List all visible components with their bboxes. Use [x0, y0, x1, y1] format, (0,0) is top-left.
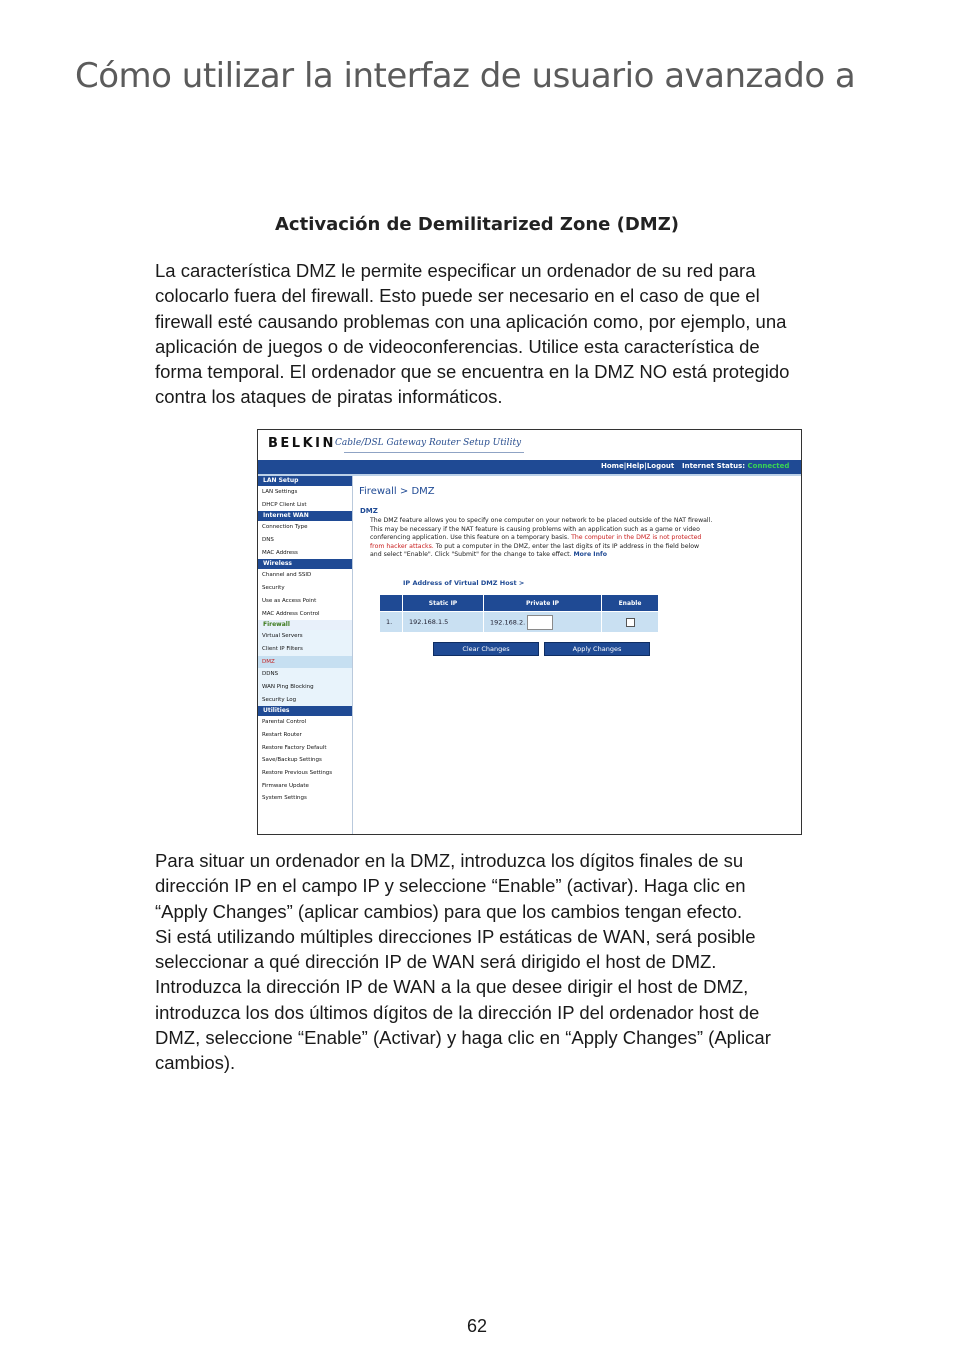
- sidebar-item-connection-type[interactable]: Connection Type: [258, 521, 352, 534]
- sidebar-item-client-ip-filters[interactable]: Client IP Filters: [258, 643, 352, 656]
- table-header: Static IP: [403, 595, 484, 612]
- enable-checkbox[interactable]: [626, 618, 635, 627]
- sidebar-item-mac-control[interactable]: MAC Address Control: [258, 608, 352, 621]
- desc-line: The DMZ feature allows you to specify one computer on your network to be placed outside of the NAT firewall.: [370, 517, 713, 524]
- desc-text: To put a computer in the DMZ, enter the last digits of its IP address in the field below: [435, 542, 700, 550]
- paragraph-line: Para situar un ordenador en la DMZ, introduzca los dígitos finales de su: [155, 850, 744, 871]
- desc-line: This may be necessary if the NAT feature is causing problems with an application such as a game or video: [370, 525, 700, 533]
- sidebar-item-restore-factory[interactable]: Restore Factory Default: [258, 742, 352, 755]
- warning-text: from hacker attacks.: [370, 542, 434, 550]
- desc-line: [370, 551, 800, 560]
- top-nav-bar: [258, 460, 801, 474]
- page-title: Cómo utilizar la interfaz de usuario avanzado a: [75, 56, 856, 96]
- dmz-host-label: IP Address of Virtual DMZ Host >: [403, 579, 525, 587]
- desc-line: [370, 534, 800, 543]
- sidebar-item-dhcp-client-list[interactable]: DHCP Client List: [258, 499, 352, 512]
- sidebar-item-system-settings[interactable]: System Settings: [258, 792, 352, 805]
- table-header: [380, 595, 403, 612]
- table-row: [380, 612, 659, 633]
- sidebar-item-virtual-servers[interactable]: Virtual Servers: [258, 630, 352, 643]
- paragraph-line: contra los ataques de piratas informáticos.: [155, 386, 503, 408]
- paragraph-line: dirección IP en el campo IP y seleccione “Enable” (activar). Haga clic en: [155, 875, 746, 897]
- internet-status: [682, 462, 789, 470]
- table-header-row: [380, 595, 659, 612]
- desc-line: [370, 543, 800, 552]
- paragraph-line: seleccionar a qué dirección IP de WAN será dirigido el host de DMZ.: [155, 951, 717, 973]
- sidebar-item-security[interactable]: Security: [258, 582, 352, 595]
- sidebar-item-ddns[interactable]: DDNS: [258, 668, 352, 681]
- paragraph-line: DMZ, seleccione “Enable” (Activar) y haga clic en “Apply Changes” (Aplicar: [155, 1027, 771, 1049]
- private-ip-prefix: 192.168.2.: [490, 618, 526, 626]
- paragraph-line: “Apply Changes” (aplicar cambios) para que los cambios tengan efecto.: [155, 900, 743, 922]
- paragraph-line: colocarlo fuera del firewall. Esto puede ser necesario en el caso de que el: [155, 285, 760, 307]
- paragraph-line: Si está utilizando múltiples direcciones IP estáticas de WAN, será posible: [155, 925, 756, 947]
- sidebar-item-wan-ping-blocking[interactable]: WAN Ping Blocking: [258, 681, 352, 694]
- sidebar-item-dns[interactable]: DNS: [258, 534, 352, 547]
- dmz-description: [370, 517, 800, 560]
- more-info-link[interactable]: More Info: [573, 551, 607, 559]
- paragraph-line: Introduzca la dirección IP de WAN a la que desee dirigir el host de DMZ,: [155, 976, 749, 998]
- sidebar: [258, 476, 353, 834]
- desc-text: conferencing application. Use this feature on a temporary basis.: [370, 534, 570, 542]
- static-ip-cell: 192.168.1.5: [403, 612, 484, 633]
- paragraph-line: La característica DMZ le permite especificar un ordenador de su red para: [155, 260, 756, 281]
- top-nav-links[interactable]: Home|Help|Logout: [601, 462, 675, 470]
- desc-text: and select "Enable". Click "Submit" for the change to take effect.: [370, 551, 572, 559]
- enable-cell: [602, 612, 659, 633]
- paragraph-line: aplicación de juegos o de videoconferencias. Utilice esta característica de: [155, 335, 760, 357]
- table-header: Private IP: [484, 595, 602, 612]
- sidebar-item-restart-router[interactable]: Restart Router: [258, 729, 352, 742]
- apply-changes-button[interactable]: Apply Changes: [544, 642, 650, 656]
- paragraph-line: cambios).: [155, 1052, 236, 1074]
- brand-tagline: Cable/DSL Gateway Router Setup Utility: [335, 438, 522, 448]
- paragraph-line: firewall esté causando problemas con una aplicación como, por ejemplo, una: [155, 310, 787, 332]
- paragraph-line: introduzca los dos últimos dígitos de la dirección IP del ordenador host de: [155, 1001, 760, 1023]
- section-title: Activación de Demilitarized Zone (DMZ): [274, 214, 679, 235]
- private-ip-cell: [484, 612, 602, 633]
- status-value: Connected: [747, 462, 790, 470]
- sidebar-item-security-log[interactable]: Security Log: [258, 694, 352, 707]
- content-subtitle: DMZ: [360, 507, 378, 515]
- paragraph-line: forma temporal. El ordenador que se encuentra en la DMZ NO está protegido: [155, 361, 790, 383]
- status-label: Internet Status:: [682, 462, 746, 470]
- sidebar-item-lan-settings[interactable]: LAN Settings: [258, 486, 352, 499]
- sidebar-item-mac-address[interactable]: MAC Address: [258, 547, 352, 560]
- clear-changes-button[interactable]: Clear Changes: [433, 642, 539, 656]
- dmz-table: [379, 594, 659, 633]
- instructions-paragraph: [155, 848, 860, 1076]
- content-panel: [353, 476, 801, 834]
- sidebar-item-parental-control[interactable]: Parental Control: [258, 716, 352, 729]
- warning-text: The computer in the DMZ is not protected: [571, 534, 702, 542]
- sidebar-item-restore-previous[interactable]: Restore Previous Settings: [258, 767, 352, 780]
- router-ui-screenshot: [257, 429, 802, 835]
- sidebar-item-access-point[interactable]: Use as Access Point: [258, 595, 352, 608]
- sidebar-header-firewall[interactable]: Firewall: [258, 620, 352, 630]
- intro-paragraph: [155, 258, 860, 410]
- sidebar-item-firmware-update[interactable]: Firmware Update: [258, 780, 352, 793]
- sidebar-header-utilities[interactable]: Utilities: [258, 706, 352, 716]
- belkin-logo: BELKIN: [268, 436, 336, 451]
- brand-underline: [344, 452, 524, 453]
- screenshot-header: [258, 430, 801, 460]
- sidebar-header-wan[interactable]: Internet WAN: [258, 511, 352, 521]
- sidebar-header-lan[interactable]: LAN Setup: [258, 476, 352, 486]
- private-ip-input[interactable]: [527, 615, 553, 630]
- sidebar-item-save-backup[interactable]: Save/Backup Settings: [258, 754, 352, 767]
- breadcrumb: Firewall > DMZ: [359, 486, 435, 497]
- sidebar-item-channel-ssid[interactable]: Channel and SSID: [258, 569, 352, 582]
- sidebar-item-dmz[interactable]: DMZ: [258, 656, 352, 669]
- table-header: Enable: [602, 595, 659, 612]
- sidebar-header-wireless[interactable]: Wireless: [258, 559, 352, 569]
- row-index: 1.: [380, 612, 403, 633]
- page-number: 62: [466, 1316, 488, 1336]
